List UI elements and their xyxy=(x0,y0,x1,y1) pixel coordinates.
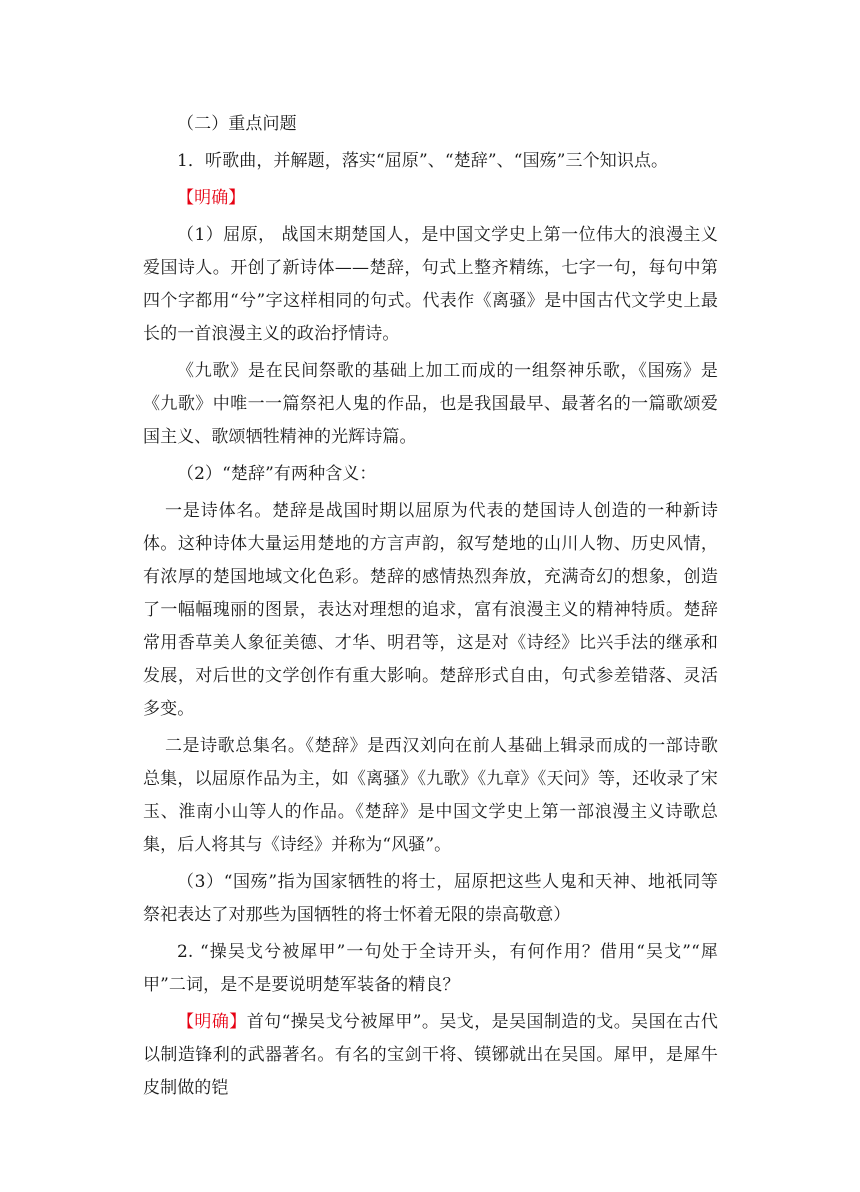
answer-label-2: 【明确】 xyxy=(177,1012,247,1032)
question-1: 1．听歌曲，并解题，落实“屈原”、“楚辞”、“国殇”三个知识点。 xyxy=(177,151,669,171)
paragraph-jiuge: 《九歌》是在民间祭歌的基础上加工而成的一组祭神乐歌，《国殇》是《九歌》中唯一一篇祭祀人鬼的作品，也是我国最早、最著名的一篇歌颂爱国主义、歌颂牺牲精神的光辉诗篇。 xyxy=(143,361,718,447)
answer-2-text: 首句“操吴戈兮被犀甲”。吴戈，是吴国制造的戈。吴国在古代以制造锋利的武器著名。有名的宝剑干将、镆铘就出在吴国。犀甲，是犀牛皮制做的铠 xyxy=(143,1012,718,1098)
paragraph-chuci-meaning-2: 二是诗歌总集名。《楚辞》是西汉刘向在前人基础上辑录而成的一部诗歌总集，以屈原作品为主，如《离骚》《九歌》《九章》《天问》等，还收录了宋玉、淮南小山等人的作品。《楚辞》是中国文学史上第一部浪漫主义诗歌总集，后人将其与《诗经》并称为“风骚”。 xyxy=(143,736,718,855)
document-body xyxy=(143,108,718,1109)
answer-label: 【明确】 xyxy=(177,188,246,208)
answer-2 xyxy=(143,1006,718,1105)
paragraph-chuci-meaning-1: 一是诗体名。楚辞是战国时期以屈原为代表的楚国诗人创造的一种新诗体。这种诗体大量运用楚地的方言声韵，叙写楚地的山川人物、历史风情，有浓厚的楚国地域文化色彩。楚辞的感情热烈奔放，充满奇幻的想象，创造了一幅幅瑰丽的图景，表达对理想的追求，富有浪漫主义的精神特质。楚辞常用香草美人象征美德、才华、明君等，这是对《诗经》比兴手法的继承和发展，对后世的文学创作有重大影响。楚辞形式自由，句式参差错落、灵活多变。 xyxy=(143,501,718,719)
question-2: 2. “操吴戈兮被犀甲”一句处于全诗开头，有何作用？借用“吴戈”“犀甲”二词，是不是要说明楚军装备的精良？ xyxy=(143,942,718,995)
paragraph-quyuan: （1）屈原， 战国末期楚国人，是中国文学史上第一位伟大的浪漫主义爱国诗人。开创了新诗体——楚辞，句式上整齐精练，七字一句，每句中第四个字都用“兮”字这样相同的句式。代表作《离骚》是中国古代文学史上最长的一首浪漫主义的政治抒情诗。 xyxy=(143,225,718,344)
paragraph-guoshang: （3）“国殇”指为国家牺牲的将士，屈原把这些人鬼和天神、地祇同等祭祀表达了对那些为国牺牲的将士怀着无限的崇高敬意） xyxy=(143,872,718,925)
section-heading: （二）重点问题 xyxy=(177,114,297,134)
answer-tag xyxy=(143,182,718,215)
paragraph-chuci-heading: （2）“楚辞”有两种含义： xyxy=(177,464,377,484)
